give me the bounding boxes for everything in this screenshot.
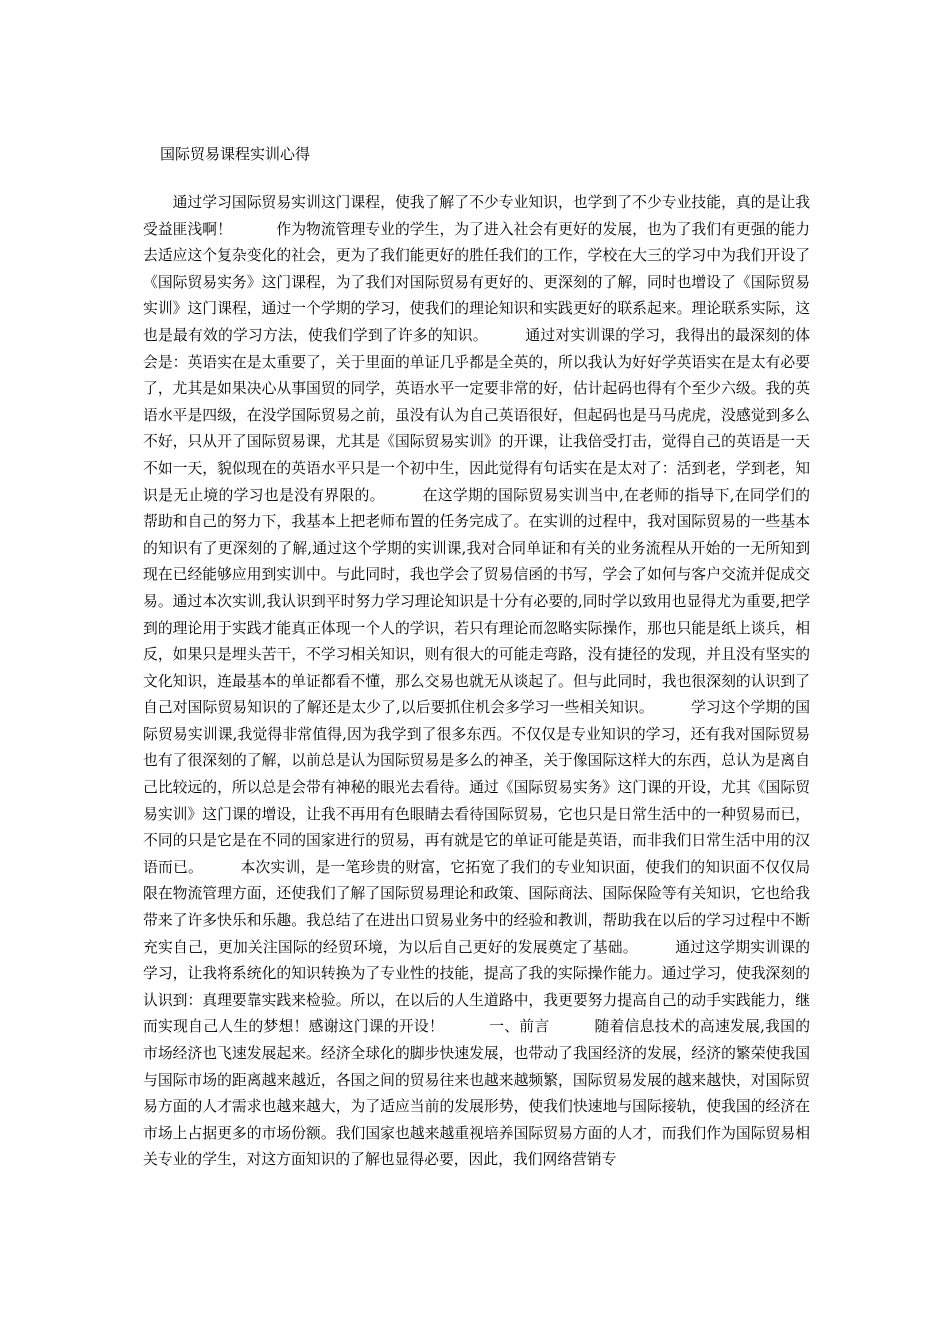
document-body-paragraph: 通过学习国际贸易实训这门课程，使我了解了不少专业知识，也学到了不少专业技能，真的是让我受益匪浅啊！ 作为物流管理专业的学生，为了进入社会有更好的发展，也为了我们有更强的能力去适应这个复杂变化的社会，更为了我们能更好的胜任我们的工作，学校在大三的学习中为我们开设了《国际贸易实务》这门课程，为了我们对国际贸易有更好的、更深刻的了解，同时也增设了《国际贸易实训》这门课程，通过一个学期的学习，使我们的理论知识和实践更好的联系起来。理论联系实际，这也是最有效的学习方法，使我们学到了许多的知识。 通过对实训课的学习，我得出的最深刻的体会是：英语实在是太重要了，关于里面的单证几乎都是全英的，所以我认为好好学英语实在是太有必要了，尤其是如果决心从事国贸的同学，英语水平一定要非常的好，估计起码也得有个至少六级。我的英语水平是四级，在没学国际贸易之前，虽没有认为自己英语很好，但起码也是马马虎虎，没感觉到多么不好，只从开了国际贸易课，尤其是《国际贸易实训》的开课，让我倍受打击，觉得自己的英语是一天不如一天，貌似现在的英语水平只是一个初中生，因此觉得有句话实在是太对了：活到老，学到老，知识是无止境的学习也是没有界限的。 在这学期的国际贸易实训当中,在老师的指导下,在同学们的帮助和自己的努力下，我基本上把老师布置的任务完成了。在实训的过程中，我对国际贸易的一些基本的知识有了更深刻的了解,通过这个学期的实训课,我对合同单证和有关的业务流程从开始的一无所知到现在已经能够应用到实训中。与此同时，我也学会了贸易信函的书写，学会了如何与客户交流并促成交易。通过本次实训,我认识到平时努力学习理论知识是十分有必要的,同时学以致用也显得尤为重要,把学到的理论用于实践才能真正体现一个人的学识，若只有理论而忽略实际操作，那也只能是纸上谈兵，相反，如果只是埋头苦干，不学习相关知识，则有很大的可能走弯路，没有捷径的发现，并且没有坚实的文化知识，连最基本的单证都看不懂，那么交易也就无从谈起了。但与此同时，我也很深刻的认识到了自己对国际贸易知识的了解还是太少了,以后要抓住机会多学习一些相关知识。 学习这个学期的国际贸易实训课,我觉得非常值得,因为我学到了很多东西。不仅仅是专业知识的学习，还有我对国际贸易也有了很深刻的了解，以前总是认为国际贸易是多么的神圣，关于像国际这样大的东西，总认为是离自己比较远的，所以总是会带有神秘的眼光去看待。通过《国际贸易实务》这门课的开设，尤其《国际贸易实训》这门课的增设，让我不再用有色眼睛去看待国际贸易，它也只是日常生活中的一种贸易而已，不同的只是它是在不同的国家进行的贸易，再有就是它的单证可能是英语，而非我们日常生活中用的汉语而已。 本次实训，是一笔珍贵的财富，它拓宽了我们的专业知识面，使我们的知识面不仅仅局限在物流管理方面，还使我们了解了国际贸易理论和政策、国际商法、国际保险等有关知识，它也给我带来了许多快乐和乐趣。我总结了在进出口贸易业务中的经验和教训，帮助我在以后的学习过程中不断充实自己，更加关注国际的经贸环境，为以后自己更好的发展奠定了基础。 通过这学期实训课的学习，让我将系统化的知识转换为了专业性的技能，提高了我的实际操作能力。通过学习，使我深刻的认识到：真理要靠实践来检验。所以，在以后的人生道路中，我更要努力提高自己的动手实践能力，继而实现自己人生的梦想！感谢这门课的开设！ 一、前言 随着信息技术的高速发展,我国的市场经济也飞速发展起来。经济全球化的脚步快速发展，也带动了我国经济的发展，经济的繁荣使我国与国际市场的距离越来越近，各国之间的贸易往来也越来越频繁，国际贸易发展的越来越快，对国际贸易方面的人才需求也越来越大，为了适应当前的发展形势，使我们快速地与国际接轨，使我国的经济在市场上占据更多的市场份额。我们国家也越来越重视培养国际贸易方面的人才，而我们作为国际贸易相关专业的学生，对这方面知识的了解也显得必要，因此，我们网络营销专 — [143, 194, 810, 1169]
document-title: 国际贸易课程实训心得 — [160, 145, 311, 163]
